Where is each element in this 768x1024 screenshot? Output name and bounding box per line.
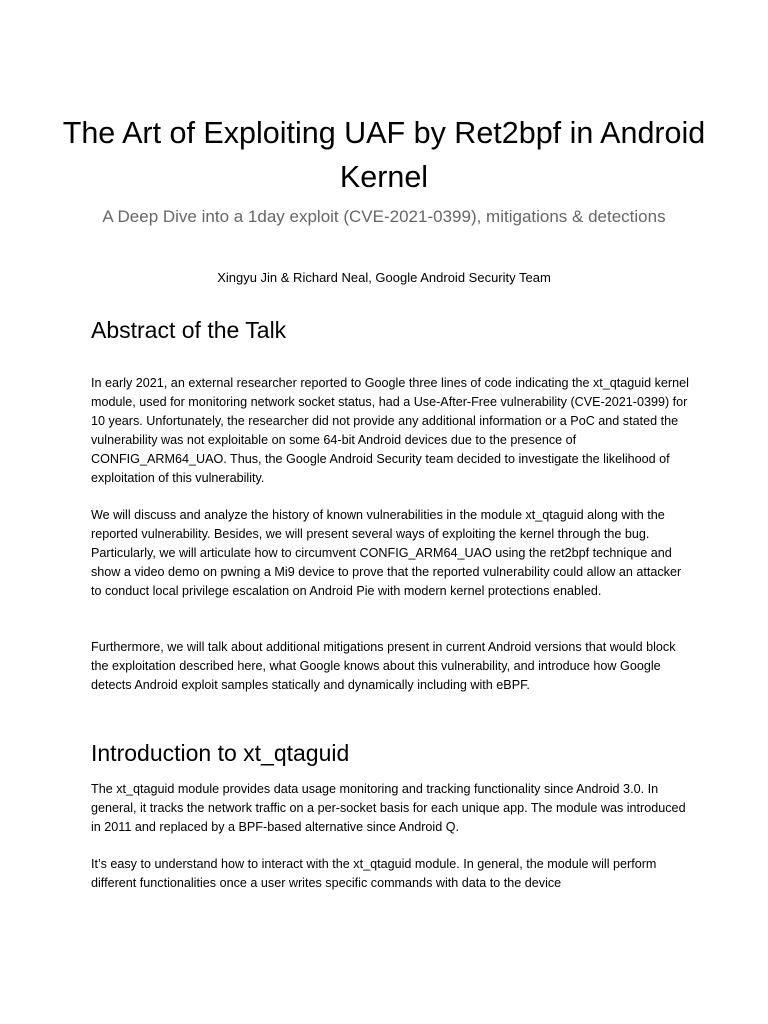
intro-paragraph-1: The xt_qtaguid module provides data usage monitoring and tracking functionality since Android 3.0. In general, it tracks the network traffic on a per-socket basis for each unique app. The module was introduced in 2011 and replaced by a BPF-based alternative since Android Q. <box>91 782 686 834</box>
section-heading-introduction: Introduction to xt_qtaguid <box>91 740 350 766</box>
section-heading-abstract: Abstract of the Talk <box>91 317 287 343</box>
abstract-paragraph-2: We will discuss and analyze the history of known vulnerabilities in the module xt_qtaguid along with the reported vulnerability. Besides, we will present several ways of exploiting the kernel through the bug. Particularly, we will articulate how to circumvent CONFIG_ARM64_UAO using the ret2bpf technique and show a video demo on pwning a Mi9 device to prove that the reported vulnerability could allow an attacker to conduct local privilege escalation on Android Pie with modern kernel protections enabled. <box>91 508 682 598</box>
intro-paragraph-2: It’s easy to understand how to interact with the xt_qtaguid module. In general, the module will perform different functionalities once a user writes specific commands with data to the device <box>91 857 657 890</box>
document-title: The Art of Exploiting UAF by Ret2bpf in Android Kernel <box>62 116 706 194</box>
abstract-paragraph-1: In early 2021, an external researcher reported to Google three lines of code indicating the xt_qtaguid kernel module, used for monitoring network socket status, had a Use-After-Free vulnerability (CVE-2021-0399) for 10 years. Unfortunately, the researcher did not provide any additional information or a PoC and stated the vulnerability was not exploitable on some 64-bit Android devices due to the presence of CONFIG_ARM64_UAO. Thus, the Google Android Security team decided to investigate the likelihood of exploitation of this vulnerability. <box>91 376 689 485</box>
document-subtitle: A Deep Dive into a 1day exploit (CVE-2021-0399), mitigations & detections <box>102 207 666 226</box>
document-authors: Xingyu Jin & Richard Neal, Google Android Security Team <box>217 270 551 285</box>
abstract-paragraph-3: Furthermore, we will talk about additional mitigations present in current Android versions that would block the exploitation described here, what Google knows about this vulnerability, and introduce how Google detects Android exploit samples statically and dynamically including with eBPF. <box>91 640 676 692</box>
